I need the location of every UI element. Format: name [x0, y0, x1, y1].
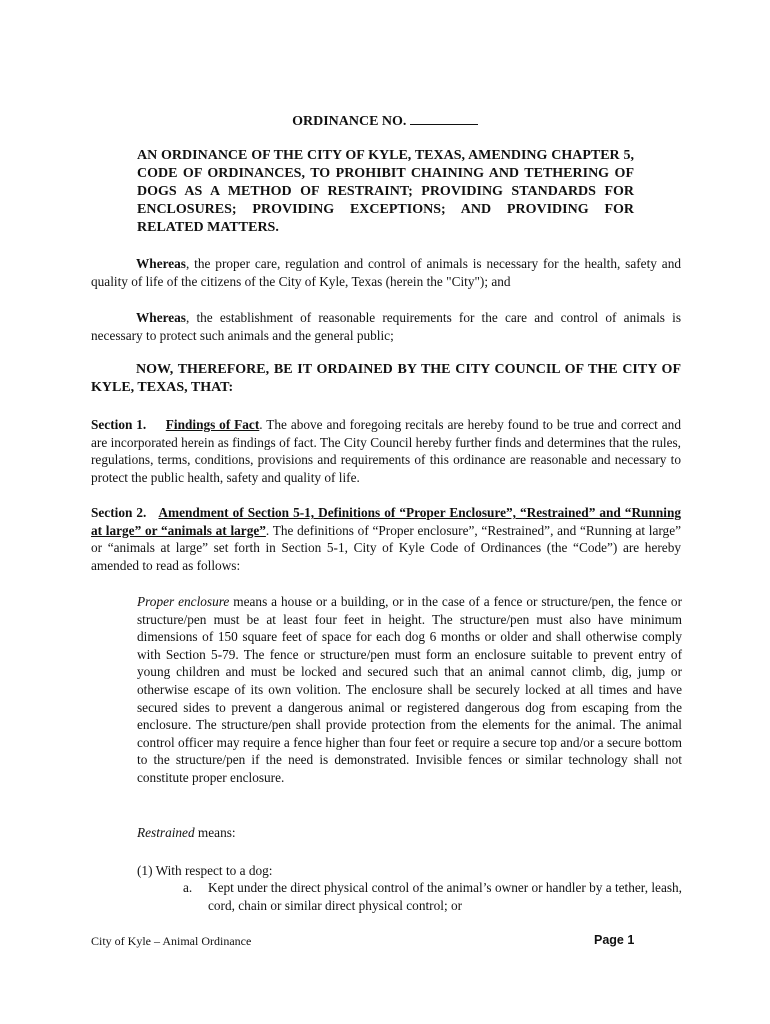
- restrained-term: Restrained: [137, 825, 195, 840]
- whereas-text-2: , the establishment of reasonable requirements for the care and control of animals is necessary to protect such animals and the general public;: [91, 310, 681, 343]
- list-item-a-marker: a.: [183, 880, 193, 895]
- list-item-1: (1) With respect to a dog:: [137, 863, 273, 878]
- proper-enclosure-text: means a house or a building, or in the case of a fence or structure/pen, the fence or structure/pen must be at least four feet in height. The structure/pen must also have minimum dimensions of 150 square feet of space for each dog 6 months or older and shall otherwise comply with Section 5-79. The fence or structure/pen must form an enclosure suitable to prevent entry of young children and must be locked and secured such that an animal cannot climb, dig, jump or otherwise escape of its own volition. The enclosure shall be securely locked at all times and have secured sides to prevent a dangerous animal or registered dangerous dog from escaping from the enclosure. The structure/pen shall provide protection from the elements for the animal. The animal control officer may require a fence higher than four feet or require a secure top and/or a secure bottom to the structure/pen if the need is demonstrated. Invisible fences or similar technology shall not constitute proper enclosure.: [137, 594, 683, 785]
- whereas-paragraph-2: [91, 309, 681, 344]
- ordained-clause: NOW, THEREFORE, BE IT ORDAINED BY THE CITY COUNCIL OF THE CITY OF KYLE, TEXAS, THAT:: [91, 362, 681, 395]
- section-2-heading: Amendment of Section 5-1, Definitions of “Proper Enclosure”, “Restrained” and “Running at large” or “animals at large”: [91, 505, 681, 538]
- restrained-text: means:: [194, 825, 236, 840]
- footer-page-number: Page 1: [594, 933, 635, 947]
- footer-document-title: City of Kyle – Animal Ordinance: [91, 934, 252, 948]
- section-2-number: Section 2.: [91, 505, 147, 520]
- ordinance-caption: AN ORDINANCE OF THE CITY OF KYLE, TEXAS, AMENDING CHAPTER 5, CODE OF ORDINANCES, TO PROHIBIT CHAINING AND TETHERING OF DOGS AS A METHOD OF RESTRAINT; PROVIDING STANDARDS FOR ENCLOSURES; PROVIDING EXCEPTIONS; AND PROVIDING FOR RELATED MATTERS.: [137, 148, 634, 235]
- proper-enclosure-definition: [137, 593, 682, 787]
- ordinance-title: [0, 112, 770, 130]
- whereas-lead-2: Whereas: [136, 310, 186, 325]
- section-2-text: . The definitions of “Proper enclosure”, “Restrained”, and “Running at large” or “animals at large” set forth in Section 5-1, City of Kyle Code of Ordinances (the “Code”) are hereby amended to read as follows:: [91, 522, 681, 573]
- whereas-lead-1: Whereas: [136, 256, 186, 271]
- section-1-number: Section 1.: [91, 417, 147, 432]
- whereas-text-1: , the proper care, regulation and control of animals is necessary for the health, safety and quality of life of the citizens of the City of Kyle, Texas (herein the "City"); and: [91, 256, 681, 289]
- restrained-definition: [137, 824, 682, 842]
- proper-enclosure-term: Proper enclosure: [137, 594, 230, 609]
- section-1: [91, 416, 681, 486]
- section-1-heading: Findings of Fact: [165, 417, 260, 432]
- section-2: [91, 504, 681, 574]
- list-item-a-text: Kept under the direct physical control of the animal’s owner or handler by a tether, leash, cord, chain or similar direct physical control; or: [208, 880, 682, 913]
- whereas-paragraph-1: [91, 255, 681, 290]
- ordinance-number-blank: [410, 112, 478, 125]
- ordinance-title-label: ORDINANCE NO.: [292, 114, 407, 129]
- section-1-text: . The above and foregoing recitals are hereby found to be true and correct and are incorporated herein as findings of fact. The City Council hereby further finds and determines that the rules, regulations, terms, conditions, provisions and requirements of this ordinance are reasonable and necessary to protect the public health, safety and quality of life.: [91, 417, 681, 485]
